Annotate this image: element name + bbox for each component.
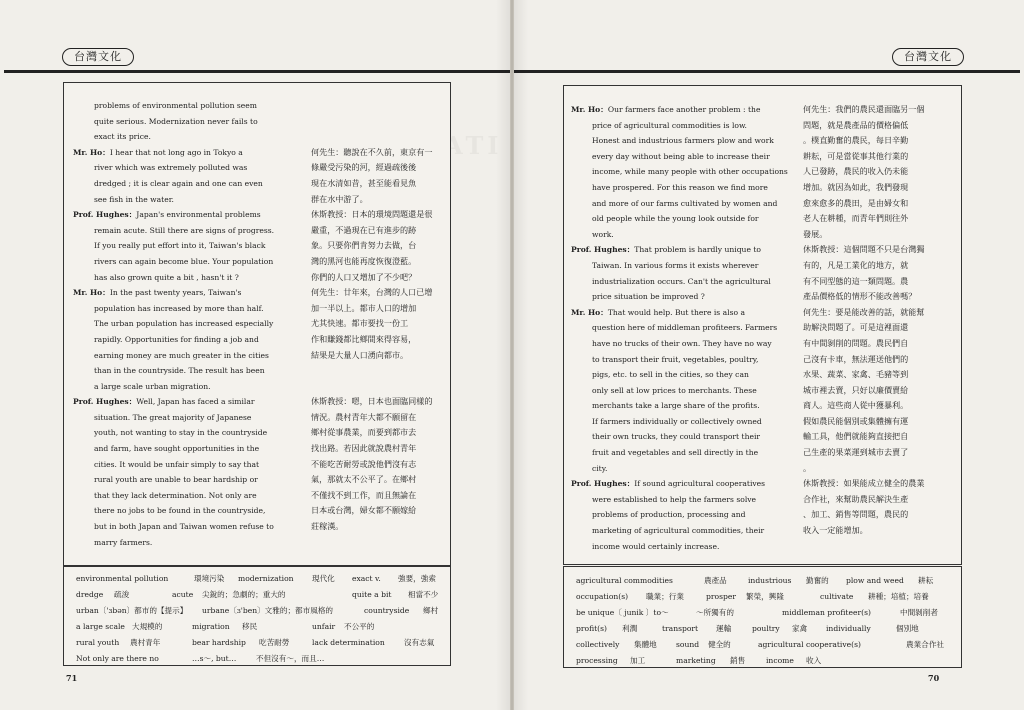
english-line-text: rivers can again become blue. Your population: [94, 256, 274, 266]
english-line: [73, 207, 311, 223]
vocabulary-item: profit(s): [576, 624, 608, 633]
vocabulary-item: unfair: [312, 622, 336, 631]
english-line: [73, 441, 311, 457]
vocabulary-item: income: [766, 656, 794, 665]
chinese-line: 增加。就因為如此，我們發現: [803, 181, 909, 192]
vocabulary-item: urban〔'ɜbən〕都市的【提示】: [76, 606, 188, 615]
vocabulary-item: 環境污染: [194, 574, 225, 583]
chinese-line: 老人在耕種，而青年們則往外: [803, 213, 909, 224]
vocabulary-item: dredge: [76, 590, 104, 599]
english-line-text: In the past twenty years, Taiwan's: [109, 288, 242, 298]
english-line-text: pigs, etc. to sell in the cities, so they can: [592, 370, 749, 380]
english-line-text: income, while many people with other occupations: [592, 167, 788, 177]
chinese-translation: [803, 305, 924, 477]
dialogue-turn: [73, 98, 432, 145]
magazine-logo: 台灣文化: [892, 48, 964, 66]
vocabulary-item: middleman profiteer(s): [782, 608, 871, 617]
vocabulary-item: occupation(s): [576, 592, 629, 601]
dialogue-turn: [73, 145, 432, 207]
chinese-line: 加一半以上。都市人口的增加: [311, 302, 417, 313]
vocabulary-item: sound: [676, 640, 700, 649]
english-line-text: I hear that not long ago in Tokyo a: [109, 147, 243, 157]
vocabulary-item: 運輸: [716, 624, 732, 633]
vocabulary-item: 強要，強索: [398, 574, 436, 583]
english-line-text: and farm, have sought opportunities in the: [94, 444, 260, 454]
vocabulary-item: individually: [826, 624, 871, 633]
english-line-text: situation. The great majority of Japanese: [94, 412, 252, 422]
chinese-line: 休斯教授：如果能成立健全的農業: [803, 478, 925, 489]
chinese-translation: [803, 102, 924, 242]
english-line-text: problems of production, processing and: [592, 510, 746, 520]
vocabulary-row: [576, 637, 956, 653]
vocabulary-row: [576, 605, 956, 621]
vocabulary-item: migration: [192, 622, 230, 631]
chinese-line: 。: [803, 462, 812, 473]
english-text: [73, 207, 311, 285]
speaker-label: Prof. Hughes：: [571, 479, 635, 489]
vocabulary-item: agricultural cooperative(s): [758, 640, 861, 649]
vocabulary-item: lack determination: [312, 638, 385, 647]
english-line: [73, 535, 311, 551]
chinese-line: 群在水中游了。: [311, 193, 368, 204]
english-line: [73, 394, 311, 410]
vocabulary-item: 收入: [806, 656, 822, 665]
english-line: [73, 270, 311, 286]
chinese-line: 休斯教授：日本的環境問題還是很: [311, 209, 433, 220]
english-line-text: question here of middleman profiteers. Farmers: [592, 323, 778, 333]
english-line-text: a large scale urban migration.: [94, 381, 211, 391]
vocabulary-item: modernization: [238, 574, 294, 583]
english-line: [73, 98, 311, 114]
english-line-text: population has increased by more than half.: [94, 303, 264, 313]
english-line: [73, 472, 311, 488]
english-line: [73, 379, 311, 395]
vocabulary-item: 相當不少: [408, 590, 439, 599]
dialogue-turn: [571, 102, 924, 242]
chinese-line: 己生產的果菜運到城市去賣了: [803, 447, 909, 458]
vocabulary-item: processing: [576, 656, 618, 665]
english-line-text: Japan's environmental problems: [136, 210, 261, 220]
english-line-text: city.: [592, 463, 608, 473]
speaker-label: Prof. Hughes：: [73, 210, 137, 220]
chinese-line: 輸工具，他們就能夠直接把自: [803, 431, 909, 442]
vocabulary-item: rural youth: [76, 638, 120, 647]
vocabulary-item: urbane〔ɜ'ben〕文雅的；都市風格的: [202, 606, 334, 615]
english-text: [571, 102, 803, 242]
english-line: [571, 289, 803, 305]
chinese-line: 收入一定能增加。: [803, 525, 868, 536]
vocabulary-item: bear hardship: [192, 638, 246, 647]
vocabulary-item: 疏浚: [114, 590, 130, 599]
english-line: [73, 410, 311, 426]
english-line-text: youth, not wanting to stay in the countryside: [94, 428, 268, 438]
chinese-line: 愈來愈多的農田，是由婦女和: [803, 197, 909, 208]
english-line-text: marketing of agricultural commodities, their: [592, 526, 765, 536]
chinese-translation: [803, 476, 924, 554]
english-line-text: have prospered. For this reason we find more: [592, 182, 768, 192]
header-rule: [4, 70, 510, 73]
vocabulary-item: collectively: [576, 640, 620, 649]
vocabulary-item: marketing: [676, 656, 716, 665]
vocabulary-row: [76, 587, 444, 603]
english-line: [571, 429, 803, 445]
vocabulary-item: plow and weed: [846, 576, 904, 585]
english-line: [73, 316, 311, 332]
english-line-text: but in both Japan and Taiwan women refuse to: [94, 522, 274, 532]
english-line-text: every day without being able to increase their: [592, 151, 770, 161]
vocabulary-item: cultivate: [820, 592, 854, 601]
vocabulary-row: [576, 589, 956, 605]
english-line: [73, 238, 311, 254]
english-line-text: problems of environmental pollution seem: [94, 101, 257, 110]
left-page: [0, 0, 510, 710]
english-line-text: price of agricultural commodities is low.: [592, 120, 747, 130]
english-line: [571, 414, 803, 430]
english-line: [73, 223, 311, 239]
english-line: [571, 539, 803, 555]
chinese-line: 休斯教授：嗯，日本也面臨同樣的: [311, 396, 433, 407]
english-line: [571, 398, 803, 414]
vocabulary-item: countryside: [364, 606, 410, 615]
chinese-line: 何先生：廿年來，台灣的人口已增: [311, 287, 433, 298]
right-page: [514, 0, 1024, 710]
vocabulary-item: 農產品: [704, 576, 727, 585]
english-line: [571, 242, 803, 258]
english-line: [571, 445, 803, 461]
english-line-text: That would help. But there is also a: [607, 307, 745, 317]
english-line-text: Honest and industrious farmers plow and work: [592, 136, 774, 146]
english-line: [73, 457, 311, 473]
vocabulary-item: 耕種；培植；培養: [868, 592, 929, 601]
vocabulary-item: be unique〔 junik 〕to～: [576, 608, 669, 617]
chinese-line: 條嚴受污染的河，經過疏後後: [311, 162, 417, 173]
english-text: [571, 242, 803, 304]
english-line: [571, 320, 803, 336]
english-line: [73, 254, 311, 270]
vocabulary-item: industrious: [748, 576, 792, 585]
vocabulary-row: [76, 619, 444, 635]
vocabulary-item: 吃苦耐勞: [259, 638, 290, 647]
english-line-text: to transport their fruit, vegetables, poultry,: [592, 354, 759, 364]
english-line-text: work.: [592, 229, 614, 239]
chinese-line: 發展。: [803, 228, 828, 239]
vocabulary-item: 個別地: [896, 624, 919, 633]
english-line: [571, 336, 803, 352]
chinese-line: 何先生：要是能改善的話，就能幫: [803, 306, 925, 317]
english-line-text: price situation be improved ?: [592, 292, 705, 302]
vocabulary-item: 銷售: [730, 656, 746, 665]
english-line: [571, 164, 803, 180]
vocabulary-item: 家禽: [792, 624, 808, 633]
english-line-text: If farmers individually or collectively owned: [592, 416, 762, 426]
vocabulary-item: …s～, but…: [192, 654, 237, 663]
english-text: [571, 476, 803, 554]
english-line: [571, 258, 803, 274]
magazine-logo: 台灣文化: [62, 48, 134, 66]
english-line-text: than in the countryside. The result has been: [94, 366, 265, 376]
chinese-line: 尤其快速。都市要找一份工: [311, 318, 409, 329]
vocabulary-item: 移民: [242, 622, 258, 631]
vocabulary-list: [576, 573, 956, 669]
vocabulary-item: 繁榮，興隆: [746, 592, 784, 601]
english-line: [571, 102, 803, 118]
chinese-line: 商人。這些商人從中獲暴利。: [803, 400, 909, 411]
dialogue-turn: [73, 394, 432, 550]
speaker-label: Mr. Ho：: [571, 105, 608, 114]
english-line: [571, 352, 803, 368]
chinese-line: 不僅找不到工作，而且無論在: [311, 489, 417, 500]
english-text: [73, 98, 311, 145]
speaker-label: Prof. Hughes：: [571, 245, 635, 255]
vocabulary-row: [76, 651, 444, 667]
english-line-text: only sell at low prices to merchants. These: [592, 385, 757, 395]
chinese-line: 象。只要你們肯努力去做，台: [311, 240, 417, 251]
vocabulary-item: transport: [662, 624, 699, 633]
vocabulary-list: [76, 571, 444, 667]
english-line: [73, 129, 311, 145]
chinese-line: 鄉村從事農業，而要到都市去: [311, 427, 417, 438]
english-line-text: old people while the young look outside for: [592, 214, 759, 224]
vocabulary-item: 耕耘: [918, 576, 934, 585]
dialogue-column: [73, 98, 432, 550]
english-line: [571, 476, 803, 492]
chinese-line: 作和賺錢都比鄉間來得容易，: [311, 333, 417, 344]
vocabulary-row: [76, 571, 444, 587]
vocabulary-row: [76, 603, 444, 619]
english-line: [571, 133, 803, 149]
vocabulary-item: 不但沒有～，而且…: [256, 654, 325, 663]
english-line: [571, 274, 803, 290]
english-line: [571, 211, 803, 227]
english-text: [571, 305, 803, 477]
chinese-line: 有不同型態的這一類問題。農: [803, 275, 909, 286]
chinese-line: 現在水清如昔，甚至能看見魚: [311, 177, 417, 188]
english-line-text: remain acute. Still there are signs of progress.: [94, 225, 275, 235]
english-line: [571, 196, 803, 212]
english-line: [571, 118, 803, 134]
english-line: [571, 383, 803, 399]
english-line: [571, 461, 803, 477]
chinese-line: 情況。農村青年大都不願留在: [311, 411, 417, 422]
english-line-text: marry farmers.: [94, 537, 153, 547]
chinese-translation: [311, 285, 432, 394]
dialogue-turn: [571, 476, 924, 554]
speaker-label: Prof. Hughes：: [73, 397, 137, 407]
vocabulary-item: 集體地: [634, 640, 657, 649]
chinese-line: 己沒有卡車，無法運送他們的: [803, 353, 909, 364]
english-line: [73, 285, 311, 301]
english-text: [73, 394, 311, 550]
english-line-text: their own trucks, they could transport their: [592, 432, 761, 442]
chinese-translation: [803, 242, 924, 304]
vocabulary-item: 加工: [630, 656, 646, 665]
vocabulary-item: 不公平的: [344, 622, 375, 631]
english-line-text: and more of our farms cultivated by women and: [592, 198, 778, 208]
chinese-line: 問題，就是農產品的價格偏低: [803, 119, 909, 130]
vocabulary-item: 現代化: [312, 574, 335, 583]
english-line-text: earning money are much greater in the cities: [94, 350, 269, 360]
speaker-label: Mr. Ho：: [571, 307, 608, 317]
english-line: [571, 180, 803, 196]
vocabulary-item: 職業；行業: [646, 592, 684, 601]
dialogue-column: [571, 102, 924, 554]
english-line-text: fruit and vegetables and sell directly in the: [592, 448, 759, 458]
vocabulary-item: quite a bit: [352, 590, 392, 599]
vocabulary-item: 尖銳的；急劇的；重大的: [202, 590, 286, 599]
chinese-line: 耕耘，可是當從事其他行業的: [803, 150, 909, 161]
chinese-line: 結果是大量人口湧向都市。: [311, 349, 409, 360]
english-line-text: industrialization occurs. Can't the agricultural: [592, 276, 771, 286]
speaker-label: Mr. Ho：: [73, 147, 110, 157]
vocabulary-item: ～所獨有的: [696, 608, 734, 617]
english-line: [73, 519, 311, 535]
english-line-text: that they lack determination. Not only are: [94, 490, 257, 500]
speaker-label: Mr. Ho：: [73, 288, 110, 298]
chinese-line: 人已發跡，農民的收入仍未能: [803, 166, 909, 177]
page-number: 70: [928, 673, 940, 683]
vocabulary-item: 鄉村: [423, 606, 439, 615]
english-line-text: merchants take a large share of the profits.: [592, 401, 760, 411]
vocabulary-item: environmental pollution: [76, 574, 169, 583]
chinese-line: 合作社，來幫助農民解決生產: [803, 493, 909, 504]
english-line: [571, 523, 803, 539]
english-line-text: rapidly. Opportunities for finding a job and: [94, 334, 259, 344]
english-line: [73, 192, 311, 208]
dialogue-turn: [73, 285, 432, 394]
english-line-text: Taiwan. In various forms it exists wherever: [592, 260, 759, 270]
vocabulary-item: 健全的: [708, 640, 731, 649]
english-line: [73, 348, 311, 364]
vocabulary-item: prosper: [706, 592, 736, 601]
english-text: [73, 285, 311, 394]
vocabulary-item: 沒有志氣: [404, 638, 435, 647]
english-line-text: have no trucks of their own. They have no way: [592, 338, 772, 348]
vocabulary-row: [576, 573, 956, 589]
page-number: 71: [66, 673, 78, 683]
chinese-line: 假如農民能個別或集體擁有運: [803, 415, 909, 426]
chinese-line: 。樸直勤奮的農民，每日辛勤: [803, 135, 909, 146]
english-line-text: Well, Japan has faced a similar: [136, 397, 255, 407]
english-line-text: quite serious. Modernization never fails to: [94, 116, 258, 126]
english-line: [571, 305, 803, 321]
english-line-text: The urban population has increased especially: [94, 319, 274, 329]
english-line-text: river which was extremely polluted was: [94, 163, 248, 173]
english-line: [73, 176, 311, 192]
chinese-line: 城市裡去賣，只好以廉價賣給: [803, 384, 909, 395]
english-line-text: exact its price.: [94, 132, 151, 142]
chinese-line: 不能吃苦耐勞或說他們沒有志: [311, 458, 417, 469]
vocabulary-item: poultry: [752, 624, 780, 633]
header-rule: [514, 70, 1020, 73]
english-line-text: That problem is hardly unique to: [634, 245, 761, 255]
chinese-line: 何先生：我們的農民還面臨另一個: [803, 104, 925, 114]
chinese-line: 有的，凡是工業化的地方，就: [803, 259, 909, 270]
english-line: [571, 149, 803, 165]
english-line-text: were established to help the farmers solve: [592, 494, 757, 504]
chinese-translation: [311, 145, 432, 207]
chinese-line: 氣，那就太不公平了。在鄉村: [311, 474, 417, 485]
english-line-text: If you really put effort into it, Taiwan's black: [94, 241, 266, 251]
chinese-line: 、加工、銷售等問題，農民的: [803, 509, 909, 520]
vocabulary-item: 中間剝削者: [900, 608, 938, 617]
english-line: [571, 492, 803, 508]
chinese-line: 日本或台灣，婦女都不願嫁給: [311, 505, 417, 516]
vocabulary-row: [576, 621, 956, 637]
vocabulary-item: 大規模的: [132, 622, 163, 631]
chinese-line: 灣的黑河也能再度恢復澄藍。: [311, 255, 417, 266]
chinese-line: 有中間剝削的問題。農民們自: [803, 337, 909, 348]
english-line-text: dredged ; it is clear again and one can even: [94, 178, 263, 188]
vocabulary-item: a large scale: [76, 622, 125, 631]
english-line-text: If sound agricultural cooperatives: [634, 479, 766, 489]
vocabulary-item: exact v.: [352, 574, 381, 583]
dialogue-turn: [571, 305, 924, 477]
vocabulary-item: agricultural commodities: [576, 576, 673, 585]
vocabulary-item: acute: [172, 590, 194, 599]
english-line-text: has also grown quite a bit , hasn't it ?: [94, 272, 239, 282]
chinese-line: 找出路。若因此就說農村青年: [311, 443, 417, 454]
dialogue-turn: [571, 242, 924, 304]
english-line: [73, 332, 311, 348]
english-line: [73, 425, 311, 441]
chinese-line: 何先生：聽說在不久前，東京有一: [311, 146, 433, 157]
vocabulary-item: Not only are there no: [76, 654, 159, 663]
chinese-translation: [311, 207, 432, 285]
chinese-line: 產品價格低的情形不能改善嗎？: [803, 291, 917, 302]
english-line-text: see fish in the water.: [94, 194, 174, 204]
english-line-text: there no jobs to be found in the countryside,: [94, 506, 266, 516]
vocabulary-item: 勤奮的: [806, 576, 829, 585]
english-text: [73, 145, 311, 207]
chinese-line: 嚴重，不過現在已有進步的跡: [311, 224, 417, 235]
chinese-translation: [311, 394, 432, 550]
english-line: [571, 227, 803, 243]
vocabulary-row: [76, 635, 444, 651]
english-line-text: rural youth are unable to bear hardship or: [94, 475, 258, 485]
chinese-line: 助解決問題了。可是這裡面還: [803, 322, 909, 333]
english-line: [571, 507, 803, 523]
english-line-text: cities. It would be unfair simply to say that: [94, 459, 260, 469]
english-line: [73, 503, 311, 519]
chinese-line: 莊稼漢。: [311, 521, 344, 532]
chinese-line: 你們的人口又增加了不少吧？: [311, 271, 417, 282]
english-line: [571, 367, 803, 383]
vocabulary-row: [576, 653, 956, 669]
chinese-line: 休斯教授：這個問題不只是台灣獨: [803, 244, 925, 255]
vocabulary-item: 農村青年: [130, 638, 161, 647]
english-line-text: Our farmers face another problem : the: [607, 105, 761, 114]
english-line: [73, 160, 311, 176]
vocabulary-item: 農業合作社: [906, 640, 944, 649]
english-line-text: income would certainly increase.: [592, 541, 720, 551]
english-line: [73, 363, 311, 379]
english-line: [73, 488, 311, 504]
chinese-line: 水果、蔬菜、家禽、毛豬等到: [803, 369, 909, 380]
dialogue-turn: [73, 207, 432, 285]
vocabulary-item: 利潤: [622, 624, 638, 633]
english-line: [73, 114, 311, 130]
english-line: [73, 301, 311, 317]
english-line: [73, 145, 311, 161]
